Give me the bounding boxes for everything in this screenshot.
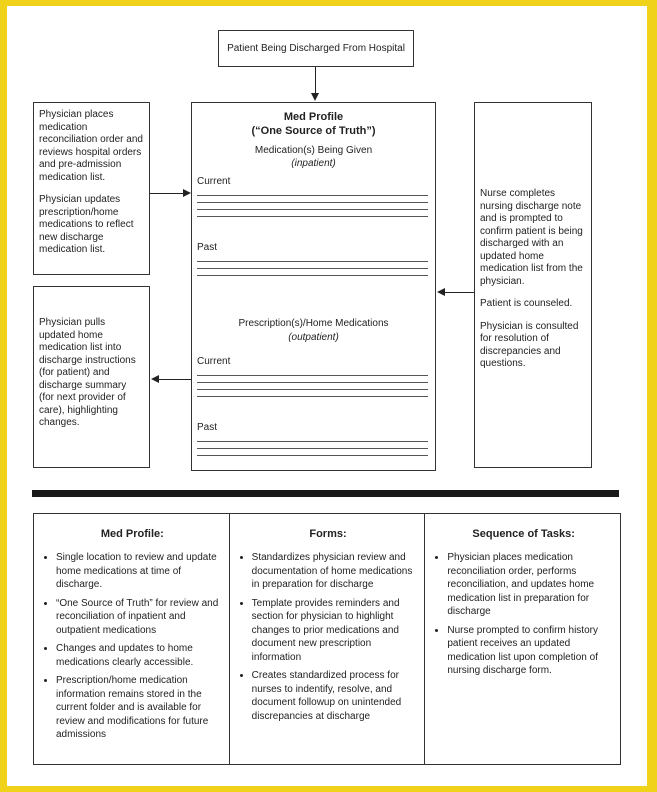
inpatient-current-lines bbox=[197, 195, 428, 223]
list-item: • Single location to review and update home medications at time of discharge. bbox=[56, 551, 221, 592]
med-profile-box bbox=[191, 102, 436, 471]
outpatient-current-lines bbox=[197, 375, 428, 403]
list-item: • Nurse prompted to confirm history patient receives an updated medication list upon completion of nursing discharge form. bbox=[447, 624, 612, 678]
arrow-right-to-center bbox=[445, 292, 474, 293]
list-item: • Creates standardized process for nurses to indentify, resolve, and document followup on unintended discrepancies at discharge bbox=[252, 669, 417, 723]
arrow-top-to-center bbox=[315, 67, 316, 95]
list-item: • “One Source of Truth” for review and reconciliation of inpatient and outpatient medications bbox=[56, 597, 221, 638]
forms-column bbox=[230, 514, 426, 764]
inpatient-current-label: Current bbox=[197, 176, 231, 187]
med-profile-column bbox=[34, 514, 230, 764]
inpatient-sub: (inpatient) bbox=[291, 158, 336, 169]
physician-reconcile-box bbox=[33, 102, 150, 275]
list-item: • Changes and updates to home medications clearly accessible. bbox=[56, 642, 221, 669]
outpatient-past-label: Past bbox=[197, 422, 218, 433]
arrow-left-to-center bbox=[150, 193, 183, 194]
inpatient-past-label: Past bbox=[197, 242, 218, 253]
arrow-center-to-left bbox=[159, 379, 191, 380]
physician-reconcile-text: Physician places medication reconciliation order and reviews hospital orders and pre-admission medication list. bbox=[39, 109, 143, 183]
outpatient-sub: (outpatient) bbox=[288, 332, 339, 343]
section-divider bbox=[32, 490, 619, 497]
outpatient-current-label: Current bbox=[197, 356, 231, 367]
patient-counseled-text: Patient is counseled. bbox=[480, 298, 573, 309]
discharge-start-box bbox=[218, 30, 414, 67]
physician-consulted-text: Physician is consulted for resolution of discrepancies and questions. bbox=[480, 320, 579, 369]
outpatient-past-lines bbox=[197, 441, 428, 462]
physician-pulls-box bbox=[33, 286, 150, 468]
nurse-discharge-box bbox=[474, 102, 592, 468]
list-item: • Template provides reminders and section for physician to highlight changes to prior medications and document new prescription information bbox=[252, 597, 417, 665]
arrowhead-right bbox=[183, 189, 191, 197]
list-item: • Physician places medication reconciliation order, performs reconciliation, and updates home medication list in preparation for discharge bbox=[447, 551, 612, 619]
arrowhead-left-2 bbox=[437, 288, 445, 296]
sequence-column bbox=[425, 514, 620, 764]
list-item: • Standardizes physician review and documentation of home medications in preparation for discharge bbox=[252, 551, 417, 592]
med-profile-subtitle: (“One Source of Truth”) bbox=[251, 125, 376, 137]
list-item: • Prescription/home medication information remains stored in the current folder and is available for review and modifications for future admissions bbox=[56, 674, 221, 742]
inpatient-past-lines bbox=[197, 261, 428, 282]
med-profile-column-heading: Med Profile: bbox=[100, 528, 164, 540]
nurse-discharge-text: Nurse completes nursing discharge note and is prompted to confirm patient is being discharged with an updated home medication list from the physician. bbox=[480, 188, 583, 287]
summary-table bbox=[33, 513, 621, 765]
physician-pulls-text: Physician pulls updated home medication list into discharge instructions (for patient) and discharge summary (for next provider of care), highlighting changes. bbox=[39, 317, 136, 428]
forms-column-heading: Forms: bbox=[309, 528, 347, 540]
inpatient-heading: Medication(s) Being Given bbox=[254, 145, 373, 156]
med-profile-title: Med Profile bbox=[283, 111, 344, 123]
physician-update-text: Physician updates prescription/home medications to reflect new discharge medication list. bbox=[39, 194, 134, 255]
arrowhead-left bbox=[151, 375, 159, 383]
discharge-start-label: Patient Being Discharged From Hospital bbox=[227, 43, 405, 54]
sequence-column-heading: Sequence of Tasks: bbox=[472, 528, 575, 540]
outpatient-heading: Prescription(s)/Home Medications bbox=[238, 318, 389, 329]
arrowhead-down bbox=[311, 93, 319, 101]
